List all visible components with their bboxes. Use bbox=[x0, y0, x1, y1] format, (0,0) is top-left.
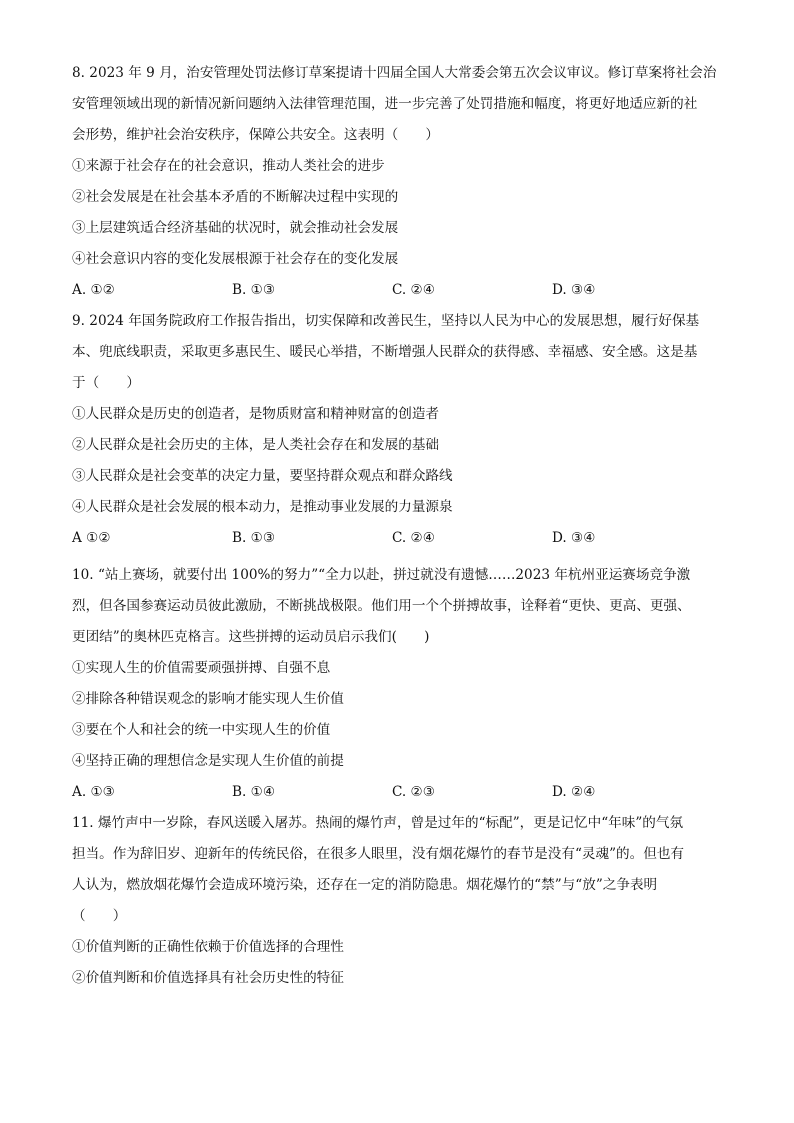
question-stem-line: 本、兜底线职责，采取更多惠民生、暖民心举措，不断增强人民群众的获得感、幸福感、安全感。这是基 bbox=[72, 344, 698, 360]
statement-item: ①价值判断的正确性依赖于价值选择的合理性 bbox=[72, 939, 344, 955]
statement-item: ②人民群众是社会历史的主体，是人类社会存在和发展的基础 bbox=[72, 437, 440, 453]
question-11 bbox=[72, 808, 727, 994]
question-stem-line: 人认为，燃放烟花爆竹会造成环境污染，还存在一定的消防隐患。烟花爆竹的“禁”与“放”之争表明 bbox=[72, 877, 658, 893]
option-a: A. ①③ bbox=[72, 784, 115, 800]
question-stem-line: 会形势，维护社会治安秩序，保障公共安全。这表明（ ） bbox=[72, 127, 440, 143]
exam-page bbox=[72, 58, 727, 994]
option-c: C. ②④ bbox=[392, 282, 435, 298]
statement-item: ③要在个人和社会的统一中实现人生的价值 bbox=[72, 722, 331, 738]
question-9 bbox=[72, 306, 727, 554]
statement-item: ④人民群众是社会发展的根本动力，是推动事业发展的力量源泉 bbox=[72, 499, 453, 515]
statement-item: ③人民群众是社会变革的决定力量，要坚持群众观点和群众路线 bbox=[72, 468, 453, 484]
statement-item: ①实现人生的价值需要顽强拼搏、自强不息 bbox=[72, 660, 331, 676]
statement-item: ③上层建筑适合经济基础的状况时，就会推动社会发展 bbox=[72, 220, 399, 236]
question-stem-line: 安管理领域出现的新情况新问题纳入法律管理范围，进一步完善了处罚措施和幅度，将更好地适应新的社 bbox=[72, 96, 698, 112]
question-8 bbox=[72, 58, 727, 306]
statement-item: ①人民群众是历史的创造者，是物质财富和精神财富的创造者 bbox=[72, 406, 440, 422]
question-stem-line: 10. “站上赛场，就要付出 100%的努力”“全力以赴，拼过就没有遗憾……2023 年杭州亚运赛场竞争激 bbox=[72, 567, 691, 583]
answer-options bbox=[72, 275, 727, 306]
option-b: B. ①④ bbox=[232, 784, 276, 800]
option-c: C. ②④ bbox=[392, 530, 435, 546]
question-stem-line: （ ） bbox=[72, 908, 127, 924]
option-d: D. ③④ bbox=[552, 530, 596, 546]
option-c: C. ②③ bbox=[392, 784, 435, 800]
answer-options bbox=[72, 777, 727, 808]
option-a: A ①② bbox=[72, 530, 111, 546]
answer-options bbox=[72, 523, 727, 554]
question-stem-line: 11. 爆竹声中一岁除，春风送暖入屠苏。热闹的爆竹声，曾是过年的“标配”，更是记忆中“年味”的气氛 bbox=[72, 815, 684, 831]
question-stem-line: 担当。作为辞旧岁、迎新年的传统民俗，在很多人眼里，没有烟花爆竹的春节是没有“灵魂”的。但也有 bbox=[72, 846, 685, 862]
option-a: A. ①② bbox=[72, 282, 115, 298]
question-stem-line: 于（ ） bbox=[72, 375, 140, 391]
statement-item: ②排除各种错误观念的影响才能实现人生价值 bbox=[72, 691, 344, 707]
statement-item: ②社会发展是在社会基本矛盾的不断解决过程中实现的 bbox=[72, 189, 399, 205]
option-d: D. ③④ bbox=[552, 282, 596, 298]
question-stem-line: 烈，但各国参赛运动员彼此激励，不断挑战极限。他们用一个个拼搏故事，诠释着“更快、更高、更强、 bbox=[72, 598, 691, 614]
question-10 bbox=[72, 560, 727, 808]
statement-item: ①来源于社会存在的社会意识，推动人类社会的进步 bbox=[72, 158, 385, 174]
option-d: D. ②④ bbox=[552, 784, 596, 800]
statement-item: ②价值判断和价值选择具有社会历史性的特征 bbox=[72, 970, 344, 986]
question-stem-line: 9. 2024 年国务院政府工作报告指出，切实保障和改善民生，坚持以人民为中心的发展思想，履行好保基 bbox=[72, 313, 700, 329]
statement-item: ④坚持正确的理想信念是实现人生价值的前提 bbox=[72, 753, 344, 769]
statement-item: ④社会意识内容的变化发展根源于社会存在的变化发展 bbox=[72, 251, 399, 267]
question-stem-line: 更团结”的奥林匹克格言。这些拼搏的运动员启示我们( ) bbox=[72, 629, 430, 645]
question-stem-line: 8. 2023 年 9 月，治安管理处罚法修订草案提请十四届全国人大常委会第五次会议审议。修订草案将社会治 bbox=[72, 65, 717, 81]
option-b: B. ①③ bbox=[232, 282, 276, 298]
option-b: B. ①③ bbox=[232, 530, 276, 546]
